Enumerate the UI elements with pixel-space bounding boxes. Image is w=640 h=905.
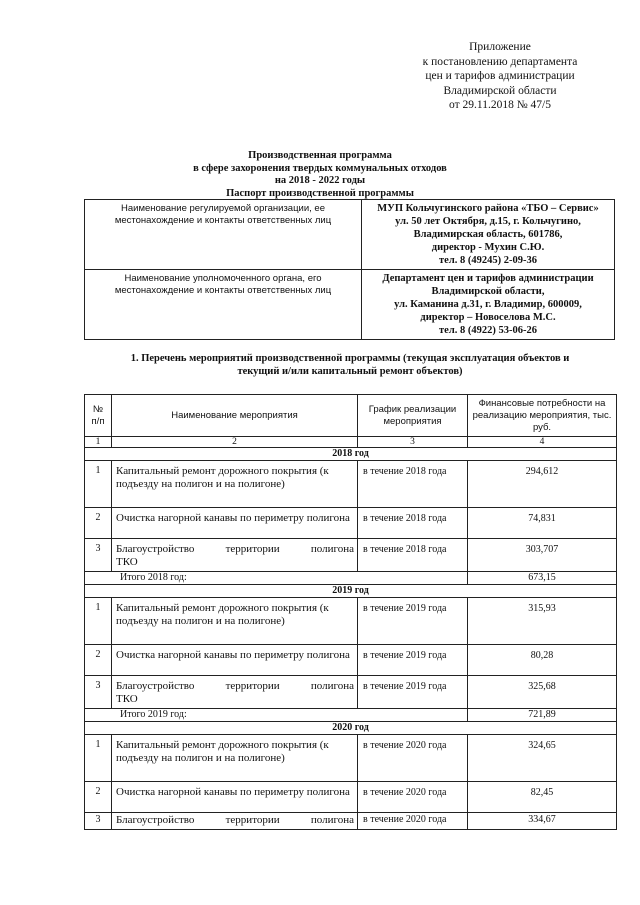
- appendix-date: от 29.11.2018 № 47/5: [449, 99, 551, 111]
- row-name: Очистка нагорной канавы по периметру полигона: [112, 508, 358, 539]
- appendix-line: Приложение: [469, 41, 531, 53]
- passport-value-line: ул. 50 лет Октября, д.15, г. Кольчугино,: [395, 216, 581, 227]
- row-finance: 334,67: [468, 813, 617, 830]
- header-finance: Финансовые потребности на реализацию мероприятия, тыс. руб.: [468, 395, 617, 437]
- total-row-2018: [85, 572, 617, 585]
- row-name: Капитальный ремонт дорожного покрытия (к подъезду на полигон и на полигоне): [112, 461, 358, 508]
- section-heading-line: 1. Перечень мероприятий производственной программы (текущая эксплуатация объектов и: [130, 353, 570, 364]
- passport-value: [362, 200, 615, 270]
- total-label: Итого 2018 год:: [85, 572, 468, 585]
- passport-value-line: Владимирская область, 601786,: [413, 229, 563, 240]
- table-row: [85, 645, 617, 676]
- row-schedule: в течение 2018 года: [358, 539, 468, 572]
- row-schedule: в течение 2018 года: [358, 461, 468, 508]
- row-number: 1: [85, 461, 112, 508]
- row-name-line: Благоустройство территории полигона: [116, 814, 354, 826]
- passport-value-line: Владимирской области,: [431, 286, 545, 297]
- row-name-line: ТКО: [116, 556, 138, 568]
- total-row-2019: [85, 709, 617, 722]
- program-title-line: Производственная программа: [248, 150, 392, 161]
- row-finance: 315,93: [468, 598, 617, 645]
- row-number: 2: [85, 645, 112, 676]
- row-schedule: в течение 2020 года: [358, 782, 468, 813]
- table-row: [85, 508, 617, 539]
- table-row: [85, 782, 617, 813]
- row-finance: 294,612: [468, 461, 617, 508]
- appendix-header: [395, 40, 605, 113]
- row-number: 3: [85, 813, 112, 830]
- row-schedule: в течение 2019 года: [358, 598, 468, 645]
- passport-label: Наименование уполномоченного органа, его местонахождение и контакты ответственных лиц: [85, 270, 362, 340]
- header-name: Наименование мероприятия: [112, 395, 358, 437]
- program-title: [150, 150, 490, 200]
- row-name: [112, 676, 358, 709]
- column-number: 4: [468, 437, 617, 448]
- table-row: [85, 735, 617, 782]
- row-schedule: в течение 2020 года: [358, 735, 468, 782]
- row-name: Капитальный ремонт дорожного покрытия (к подъезду на полигон и на полигоне): [112, 735, 358, 782]
- row-name: [112, 813, 358, 830]
- passport-value-line: директор - Мухин С.Ю.: [431, 242, 545, 253]
- row-name-line: Благоустройство территории полигона: [116, 680, 354, 692]
- passport-row-authority: [85, 270, 615, 340]
- passport-value-line: тел. 8 (4922) 53-06-26: [439, 325, 537, 336]
- table-row: [85, 676, 617, 709]
- column-number-row: [85, 437, 617, 448]
- row-name-line: ТКО: [116, 693, 138, 705]
- passport-table: [84, 199, 615, 340]
- table-row: [85, 539, 617, 572]
- year-row-2018: [85, 448, 617, 461]
- row-number: 2: [85, 508, 112, 539]
- row-number: 1: [85, 735, 112, 782]
- row-schedule: в течение 2018 года: [358, 508, 468, 539]
- row-number: 3: [85, 676, 112, 709]
- row-number: 2: [85, 782, 112, 813]
- row-finance: 82,45: [468, 782, 617, 813]
- section-heading: [90, 352, 610, 378]
- column-number: 1: [85, 437, 112, 448]
- appendix-line: Владимирской области: [443, 84, 557, 97]
- measures-table: [84, 394, 617, 830]
- header-schedule: График реализации мероприятия: [358, 395, 468, 437]
- passport-value-line: МУП Кольчугинского района «ТБО – Сервис»: [377, 203, 599, 214]
- year-row-2019: [85, 585, 617, 598]
- program-title-line: в сфере захоронения твердых коммунальных отходов: [193, 162, 447, 174]
- row-finance: 80,28: [468, 645, 617, 676]
- passport-value-line: Департамент цен и тарифов администрации: [382, 273, 594, 284]
- column-number: 2: [112, 437, 358, 448]
- total-value: 673,15: [468, 572, 617, 585]
- row-number: 3: [85, 539, 112, 572]
- year-title: 2019 год: [85, 585, 617, 598]
- row-finance: 325,68: [468, 676, 617, 709]
- passport-value-line: тел. 8 (49245) 2-09-36: [439, 255, 537, 266]
- passport-value: [362, 270, 615, 340]
- program-title-line: на 2018 - 2022 годы: [274, 175, 366, 186]
- appendix-line: цен и тарифов администрации: [425, 70, 575, 82]
- passport-label: Наименование регулируемой организации, ее местонахождение и контакты ответственных лиц: [85, 200, 362, 270]
- row-name: Очистка нагорной канавы по периметру полигона: [112, 645, 358, 676]
- row-finance: 74,831: [468, 508, 617, 539]
- column-number: 3: [358, 437, 468, 448]
- row-name: Капитальный ремонт дорожного покрытия (к подъезду на полигон и на полигоне): [112, 598, 358, 645]
- passport-value-line: ул. Каманина д.31, г. Владимир, 600009,: [394, 299, 582, 310]
- passport-row-organization: [85, 200, 615, 270]
- year-row-2020: [85, 722, 617, 735]
- row-schedule: в течение 2020 года: [358, 813, 468, 830]
- total-label: Итого 2019 год:: [85, 709, 468, 722]
- row-schedule: в течение 2019 года: [358, 676, 468, 709]
- row-finance: 324,65: [468, 735, 617, 782]
- row-name-line: Благоустройство территории полигона: [116, 543, 354, 555]
- year-title: 2020 год: [85, 722, 617, 735]
- total-value: 721,89: [468, 709, 617, 722]
- year-title: 2018 год: [85, 448, 617, 461]
- passport-title: Паспорт производственной программы: [226, 187, 414, 199]
- row-name: Очистка нагорной канавы по периметру полигона: [112, 782, 358, 813]
- row-number: 1: [85, 598, 112, 645]
- appendix-line: к постановлению департамента: [422, 55, 578, 68]
- table-row: [85, 598, 617, 645]
- header-num: № п/п: [85, 395, 112, 437]
- row-name: [112, 539, 358, 572]
- section-heading-line: текущий и/или капитальный ремонт объектов): [237, 366, 463, 377]
- table-row: [85, 461, 617, 508]
- row-finance: 303,707: [468, 539, 617, 572]
- table-row: [85, 813, 617, 830]
- table-header-row: [85, 395, 617, 437]
- passport-value-line: директор – Новоселова М.С.: [420, 312, 556, 323]
- row-schedule: в течение 2019 года: [358, 645, 468, 676]
